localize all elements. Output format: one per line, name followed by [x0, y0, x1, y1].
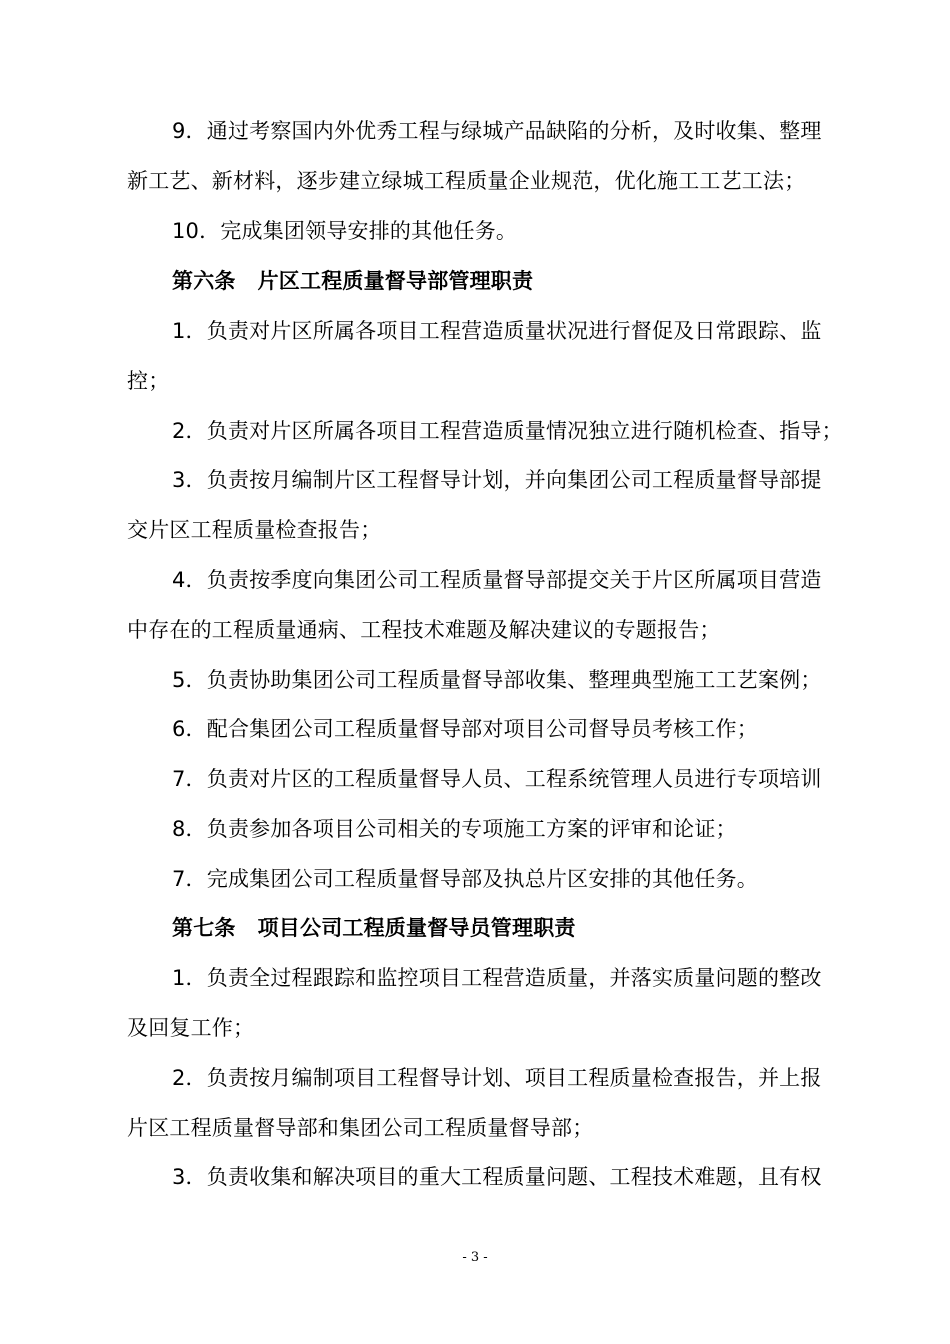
article-title: 片区工程质量督导部管理职责: [257, 269, 534, 293]
paragraph-line: 2．负责对片区所属各项目工程营造质量情况独立进行随机检查、指导；: [172, 419, 843, 443]
article-number: 第六条: [172, 269, 236, 293]
paragraph-line: 及回复工作；: [127, 1016, 255, 1040]
paragraph-line: 2．负责按月编制项目工程督导计划、项目工程质量检查报告，并上报: [172, 1066, 822, 1090]
paragraph-line: 1．负责对片区所属各项目工程营造质量状况进行督促及日常跟踪、监: [172, 319, 822, 343]
paragraph-line: 1．负责全过程跟踪和监控项目工程营造质量，并落实质量问题的整改: [172, 966, 822, 990]
paragraph-line: 9．通过考察国内外优秀工程与绿城产品缺陷的分析，及时收集、整理: [172, 119, 822, 143]
paragraph-line: 控；: [127, 369, 170, 393]
paragraph-line: 交片区工程质量检查报告；: [127, 518, 382, 542]
paragraph-line: 10．完成集团领导安排的其他任务。: [172, 219, 518, 243]
article-number: 第七条: [172, 916, 236, 940]
paragraph-line: 新工艺、新材料，逐步建立绿城工程质量企业规范，优化施工工艺工法；: [127, 169, 806, 193]
page-number: - 3 -: [462, 1250, 488, 1265]
paragraph-line: 7．完成集团公司工程质量督导部及执总片区安排的其他任务。: [172, 867, 758, 891]
paragraph-line: 3．负责按月编制片区工程督导计划，并向集团公司工程质量督导部提: [172, 468, 822, 492]
paragraph-line: 8．负责参加各项目公司相关的专项施工方案的评审和论证；: [172, 817, 737, 841]
article-heading-7: [172, 915, 576, 941]
article-heading-6: [172, 268, 533, 294]
paragraph-line: 片区工程质量督导部和集团公司工程质量督导部；: [127, 1116, 594, 1140]
paragraph-line: 7．负责对片区的工程质量督导人员、工程系统管理人员进行专项培训: [172, 767, 822, 791]
paragraph-line: 5．负责协助集团公司工程质量督导部收集、整理典型施工工艺案例；: [172, 668, 822, 692]
paragraph-line: 中存在的工程质量通病、工程技术难题及解决建议的专题报告；: [127, 618, 721, 642]
paragraph-line: 6．配合集团公司工程质量督导部对项目公司督导员考核工作；: [172, 717, 758, 741]
paragraph-line: 3．负责收集和解决项目的重大工程质量问题、工程技术难题，且有权: [172, 1165, 822, 1189]
article-title: 项目公司工程质量督导员管理职责: [257, 916, 576, 940]
paragraph-line: 4．负责按季度向集团公司工程质量督导部提交关于片区所属项目营造: [172, 568, 822, 592]
